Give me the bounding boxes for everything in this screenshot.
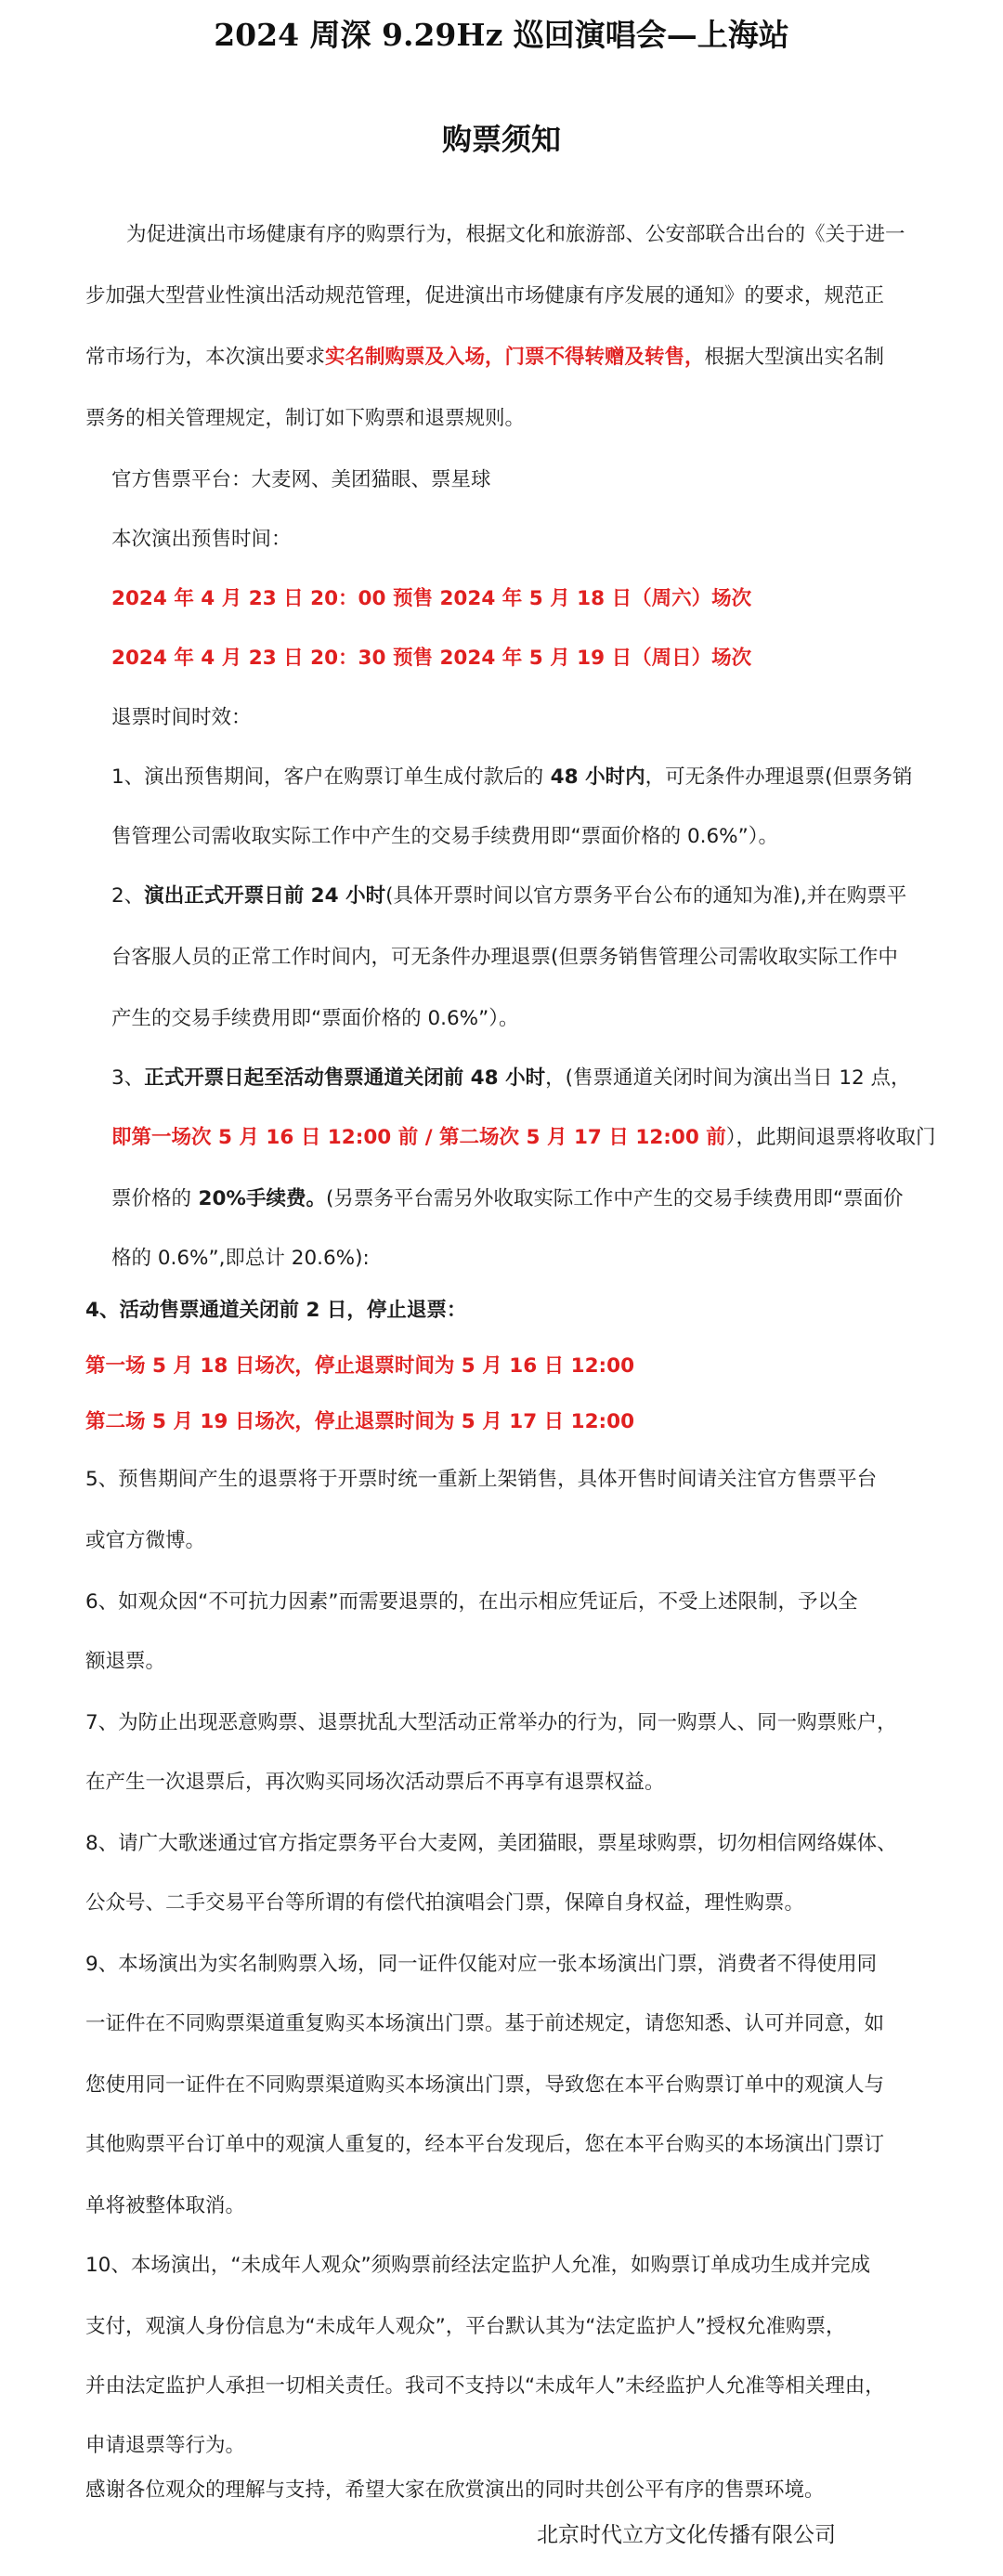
rule-7-line-1: 7、为防止出现恶意购票、退票扰乱大型活动正常举办的行为，同一购票人、同一购票账户， [85, 1711, 897, 1734]
official-platform: 官方售票平台：大麦网、美团猫眼、票星球 [111, 468, 491, 491]
presale-session-1: 2024 年 4 月 23 日 20：00 预售 2024 年 5 月 18 日（周六）场次 [111, 587, 752, 610]
presale-session-2: 2024 年 4 月 23 日 20：30 预售 2024 年 5 月 19 日（周日）场次 [111, 647, 752, 670]
rule-1-line-1 [111, 764, 912, 791]
rule-3-text-c: ，(售票通道关闭时间为演出当日 12 点， [545, 1066, 911, 1090]
rule-9-line-2: 一证件在不同购票渠道重复购买本场演出门票。基于前述规定，请您知悉、认可并同意，如 [85, 2012, 885, 2035]
rule-3-line-3 [111, 1185, 904, 1213]
intro-highlight: 实名制购票及入场，门票不得转赠及转售， [325, 346, 705, 369]
rule-6-line-1: 6、如观众因“不可抗力因素”而需要退票的，在出示相应凭证后，不受上述限制，予以全 [85, 1590, 858, 1614]
section-title: 购票须知 [441, 122, 561, 157]
rule-3-line-1 [111, 1065, 911, 1092]
rule-3-line-4: 格的 0.6%”,即总计 20.6%): [111, 1247, 370, 1270]
rule-8-line-1: 8、请广大歌迷通过官方指定票务平台大麦网，美团猫眼，票星球购票，切勿相信网络媒体、 [85, 1832, 897, 1855]
closing-thanks: 感谢各位观众的理解与支持，希望大家在欣赏演出的同时共创公平有序的售票环境。 [85, 2478, 825, 2502]
rule-7-line-2: 在产生一次退票后，再次购买同场次活动票后不再享有退票权益。 [85, 1771, 665, 1794]
rule-3-text-b: ），此期间退票将收取门 [725, 1126, 936, 1149]
rule-3-fee: 20%手续费。 [191, 1187, 326, 1210]
rule-8-line-2: 公众号、二手交易平台等所谓的有偿代拍演唱会门票，保障自身权益，理性购票。 [85, 1891, 805, 1915]
rule-3-highlight: 正式开票日起至活动售票通道关闭前 48 小时 [144, 1066, 546, 1090]
rule-2-line-2: 台客服人员的正常工作时间内，可无条件办理退票(但票务销售管理公司需收取实际工作中 [111, 946, 898, 969]
rule-1-text-a: 1、演出预售期间，客户在购票订单生成付款后的 [111, 765, 544, 789]
presale-label: 本次演出预售时间： [111, 528, 292, 551]
rule-10-line-1: 10、本场演出，“未成年人观众”须购票前经法定监护人允准，如购票订单成功生成并完成 [85, 2254, 871, 2277]
rule-3-text-e: (另票务平台需另外收取实际工作中产生的交易手续费用即“票面价 [325, 1187, 904, 1210]
rule-3-deadline: 即第一场次 5 月 16 日 12:00 前 / 第二场次 5 月 17 日 12:00 前 [111, 1126, 726, 1149]
rule-3-text-a: 3、 [111, 1066, 145, 1090]
rule-2-text-c: (具体开票时间以官方票务平台公布的通知为准),并在购票平 [385, 884, 907, 908]
rule-6-line-2: 额退票。 [85, 1650, 166, 1673]
rule-2-line-3: 产生的交易手续费用即“票面价格的 0.6%”）。 [111, 1007, 519, 1030]
rule-4-session-2: 第二场 5 月 19 日场次，停止退票时间为 5 月 17 日 12:00 [85, 1410, 635, 1433]
intro-line-4: 票务的相关管理规定，制订如下购票和退票规则。 [85, 407, 526, 430]
rule-10-line-2: 支付，观演人身份信息为“未成年人观众”，平台默认其为“法定监护人”授权允准购票， [85, 2315, 846, 2338]
rule-2-line-1 [111, 883, 906, 910]
intro-line-1: 为促进演出市场健康有序的购票行为，根据文化和旅游部、公安部联合出台的《关于进一 [126, 223, 905, 246]
rule-4-title: 4、活动售票通道关闭前 2 日，停止退票： [85, 1299, 467, 1322]
intro-line-3-b: 根据大型演出实名制 [704, 346, 885, 369]
intro-line-2: 步加强大型营业性演出活动规范管理，促进演出市场健康有序发展的通知》的要求，规范正 [85, 284, 885, 307]
rule-1-line-2: 售管理公司需收取实际工作中产生的交易手续费用即“票面价格的 0.6%”）。 [111, 825, 778, 848]
rule-5-line-2: 或官方微博。 [85, 1529, 206, 1552]
rule-9-line-1: 9、本场演出为实名制购票入场，同一证件仅能对应一张本场演出门票，消费者不得使用同 [85, 1953, 878, 1976]
rule-4-session-1: 第一场 5 月 18 日场次，停止退票时间为 5 月 16 日 12:00 [85, 1354, 635, 1378]
rule-10-line-4: 申请退票等行为。 [85, 2434, 246, 2457]
rule-5-line-1: 5、预售期间产生的退票将于开票时统一重新上架销售，具体开售时间请关注官方售票平台 [85, 1468, 878, 1491]
rule-2-text-a: 2、 [111, 884, 145, 908]
intro-line-3 [85, 344, 884, 372]
rule-3-line-2 [111, 1124, 936, 1152]
rule-9-line-3: 您使用同一证件在不同购票渠道购买本场演出门票，导致您在本平台购票订单中的观演人与 [85, 2073, 885, 2097]
rule-9-line-5: 单将被整体取消。 [85, 2194, 246, 2217]
rule-2-highlight: 演出正式开票日前 24 小时 [144, 884, 386, 908]
page-title: 2024 周深 9.29Hz 巡回演唱会—上海站 [214, 17, 789, 53]
rule-1-text-c: ，可无条件办理退票(但票务销 [645, 765, 913, 789]
rule-10-line-3: 并由法定监护人承担一切相关责任。我司不支持以“未成年人”未经监护人允准等相关理由， [85, 2374, 885, 2398]
intro-line-3-a: 常市场行为，本次演出要求 [85, 346, 326, 369]
rule-1-highlight: 48 小时内 [543, 765, 645, 789]
rule-3-text-d: 票价格的 [111, 1187, 192, 1210]
company-signature: 北京时代立方文化传播有限公司 [537, 2523, 836, 2547]
rule-9-line-4: 其他购票平台订单中的观演人重复的，经本平台发现后，您在本平台购买的本场演出门票订 [85, 2133, 885, 2156]
refund-label: 退票时间时效： [111, 706, 252, 729]
